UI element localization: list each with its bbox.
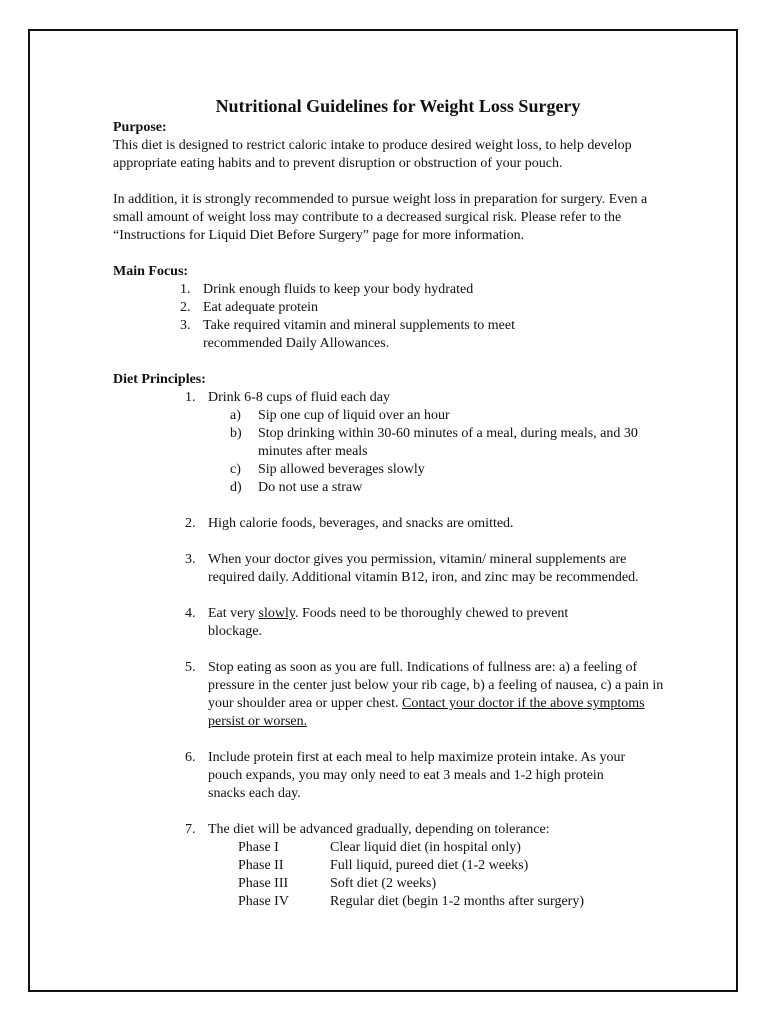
list-item: b) Stop drinking within 30-60 minutes of a meal, during meals, and 30 minutes after meals bbox=[230, 426, 638, 459]
principle-2: 2. High calorie foods, beverages, and snacks are omitted. bbox=[185, 516, 514, 531]
list-item: 3. Take required vitamin and mineral supplements to meet recommended Daily Allowances. bbox=[180, 318, 515, 351]
purpose-paragraph-2: In addition, it is strongly recommended to pursue weight loss in preparation for surgery. Even a small amount of weight loss may contribute to a decreased surgical risk. Please refer to the “Instructions for Liquid Diet Before Surgery” page for more information. bbox=[113, 192, 648, 243]
list-item: c) Sip allowed beverages slowly bbox=[230, 462, 425, 477]
main-focus-heading: Main Focus: bbox=[113, 264, 189, 279]
document-title: Nutritional Guidelines for Weight Loss Surgery bbox=[215, 96, 581, 116]
phase-row: Phase IV Regular diet (begin 1-2 months after surgery) bbox=[238, 894, 585, 909]
principle-1: 1. Drink 6-8 cups of fluid each day bbox=[185, 390, 390, 405]
diet-principles-heading: Diet Principles: bbox=[113, 372, 206, 387]
principle-4: 4. Eat very slowly. Foods need to be thoroughly chewed to prevent blockage. bbox=[185, 606, 569, 639]
principle-7: 7. The diet will be advanced gradually, depending on tolerance: bbox=[185, 822, 550, 837]
list-item: 1. Drink enough fluids to keep your body hydrated bbox=[180, 282, 474, 297]
list-item: d) Do not use a straw bbox=[230, 480, 363, 495]
phase-row: Phase I Clear liquid diet (in hospital only) bbox=[238, 840, 521, 855]
purpose-heading: Purpose: bbox=[113, 120, 167, 135]
main-focus-list bbox=[113, 281, 673, 353]
principle-6: 6. Include protein first at each meal to help maximize protein intake. As your pouch expands, you may only need to eat 3 meals and 1-2 high protein snacks each day. bbox=[185, 750, 626, 801]
principle-5: 5. Stop eating as soon as you are full. Indications of fullness are: a) a feeling of pressure in the center just below your rib cage, b) a feeling of nausea, c) a pain in your shoulder area or upper chest. Contact your doctor if the above symptoms persist or worsen. bbox=[185, 660, 664, 729]
purpose-paragraph-1: This diet is designed to restrict caloric intake to produce desired weight loss, to help develop appropriate eating habits and to prevent disruption or obstruction of your pouch. bbox=[113, 138, 632, 171]
phase-row: Phase III Soft diet (2 weeks) bbox=[238, 876, 437, 891]
principle-3: 3. When your doctor gives you permission, vitamin/ mineral supplements are required daily. Additional vitamin B12, iron, and zinc may be recommended. bbox=[185, 552, 639, 585]
phase-row: Phase II Full liquid, pureed diet (1-2 weeks) bbox=[238, 858, 529, 873]
list-item: a) Sip one cup of liquid over an hour bbox=[230, 408, 450, 423]
list-item: 2. Eat adequate protein bbox=[180, 300, 319, 315]
document-body bbox=[113, 95, 673, 911]
